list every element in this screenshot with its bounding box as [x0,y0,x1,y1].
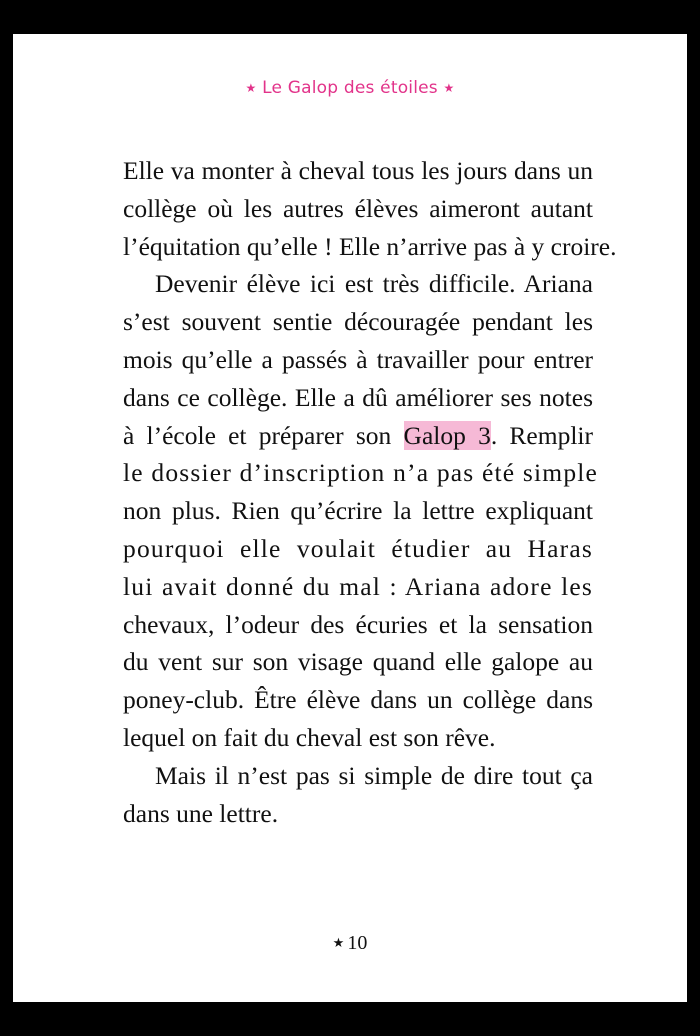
text-line: s’est souvent sentie découragée pendant les [123,307,593,337]
text-line: collège où les autres élèves aimeront autant [123,193,593,223]
text-line: Mais il n’est pas si simple de dire tout ça [155,760,593,790]
book-page [13,34,687,1002]
star-icon: ★ [443,81,455,95]
highlighted-term: Galop 3 [403,420,491,450]
text-line: Devenir élève ici est très difficile. Ariana [155,269,593,299]
text-line: Elle va monter à cheval tous les jours dans un [123,156,593,185]
text-fragment: . Remplir [490,420,593,450]
text-line: poney-club. Être élève dans un collège dans [123,685,593,715]
body-text [123,152,617,832]
text-line: du vent sur son visage quand elle galope au [123,647,593,677]
text-line: chevaux, l’odeur des écuries et la sensation [123,609,593,639]
text-line: dans ce collège. Elle a dû améliorer ses notes [123,382,593,412]
text-line: non plus. Rien qu’écrire la lettre expliquant [123,496,593,526]
text-line: pourquoi elle voulait étudier au Haras [123,533,593,563]
star-icon: ★ [332,935,345,950]
text-line: lequel on fait du cheval est son rêve. [123,722,496,752]
running-header [13,78,687,98]
page-footer [13,932,687,955]
text-line: l’équitation qu’elle ! Elle n’arrive pas à y croire. [123,231,617,261]
text-fragment: à l’école et préparer son [123,420,404,450]
text-line: lui avait donné du mal : Ariana adore les [123,571,593,601]
book-title: Le Galop des étoiles [262,78,438,98]
page-number: 10 [347,932,368,954]
text-line-with-highlight [123,417,593,455]
text-line: dans une lettre. [123,798,279,828]
star-icon: ★ [245,81,257,95]
text-line: le dossier d’inscription n’a pas été simple [123,458,599,488]
text-line: mois qu’elle a passés à travailler pour entrer [123,344,593,374]
